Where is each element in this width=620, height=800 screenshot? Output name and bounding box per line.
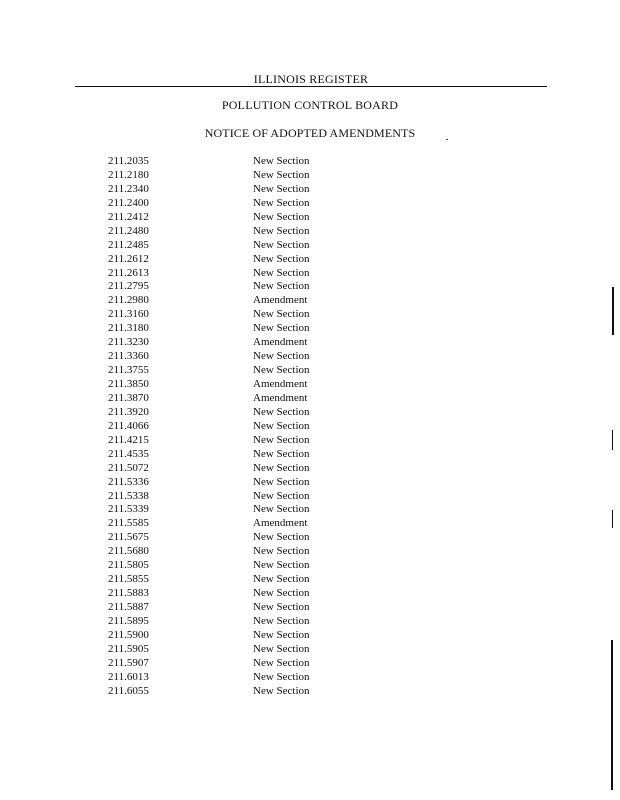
section-row bbox=[108, 322, 368, 336]
section-action: New Section bbox=[253, 601, 310, 613]
section-number: 211.2340 bbox=[108, 182, 149, 195]
section-number: 211.5339 bbox=[108, 503, 149, 516]
section-row bbox=[108, 657, 368, 671]
section-row bbox=[108, 448, 368, 462]
section-row bbox=[108, 503, 368, 517]
section-action: New Section bbox=[253, 489, 310, 502]
section-action: Amendment bbox=[253, 378, 308, 390]
section-number: 211.3755 bbox=[108, 364, 149, 377]
section-number: 211.6013 bbox=[108, 670, 149, 683]
section-row bbox=[108, 587, 368, 601]
section-action: New Section bbox=[253, 364, 310, 377]
section-number: 211.2035 bbox=[108, 155, 149, 167]
section-number: 211.5680 bbox=[108, 545, 149, 558]
section-number: 211.5585 bbox=[108, 517, 149, 530]
section-number: 211.3180 bbox=[108, 322, 149, 335]
section-number: 211.5336 bbox=[108, 475, 149, 488]
section-action: New Section bbox=[253, 155, 310, 167]
section-number: 211.5900 bbox=[108, 628, 149, 641]
section-number: 211.2980 bbox=[108, 294, 149, 307]
section-number: 211.5805 bbox=[108, 559, 149, 572]
section-action: New Section bbox=[253, 545, 310, 558]
section-number: 211.6055 bbox=[108, 684, 149, 697]
section-row bbox=[108, 531, 368, 545]
section-number: 211.2795 bbox=[108, 280, 149, 293]
section-number: 211.5905 bbox=[108, 642, 149, 655]
section-row bbox=[108, 378, 368, 392]
section-number: 211.3360 bbox=[108, 350, 149, 363]
section-row bbox=[108, 392, 368, 406]
section-number: 211.3230 bbox=[108, 336, 149, 349]
section-row bbox=[108, 434, 368, 448]
section-action: New Section bbox=[253, 210, 310, 223]
section-action: New Section bbox=[253, 419, 310, 432]
section-action: New Section bbox=[253, 405, 310, 418]
sections-list bbox=[108, 155, 368, 699]
section-row bbox=[108, 643, 368, 657]
section-number: 211.2180 bbox=[108, 168, 149, 181]
section-row bbox=[108, 629, 368, 643]
section-action: Amendment bbox=[253, 517, 308, 530]
section-action: New Section bbox=[253, 684, 310, 697]
section-number: 211.3850 bbox=[108, 378, 149, 390]
header-rule bbox=[75, 86, 547, 87]
section-action: New Section bbox=[253, 168, 310, 181]
section-action: New Section bbox=[253, 670, 310, 683]
section-row bbox=[108, 253, 368, 267]
section-row bbox=[108, 420, 368, 434]
margin-bar bbox=[612, 510, 613, 528]
section-row bbox=[108, 601, 368, 615]
section-action: New Section bbox=[253, 475, 310, 488]
section-action: New Section bbox=[253, 447, 310, 460]
section-row bbox=[108, 671, 368, 685]
section-action: New Section bbox=[253, 531, 310, 544]
section-number: 211.2485 bbox=[108, 238, 149, 251]
scan-artifact bbox=[446, 139, 448, 140]
section-action: New Section bbox=[253, 573, 310, 586]
section-action: New Section bbox=[253, 238, 310, 251]
register-title: ILLINOIS REGISTER bbox=[253, 72, 369, 86]
section-number: 211.5895 bbox=[108, 614, 149, 627]
section-action: New Section bbox=[253, 559, 310, 572]
section-number: 211.2412 bbox=[108, 210, 149, 223]
section-action: New Section bbox=[253, 350, 310, 363]
section-number: 211.3870 bbox=[108, 391, 149, 404]
section-row bbox=[108, 225, 368, 239]
margin-bar bbox=[612, 430, 613, 450]
section-number: 211.5883 bbox=[108, 587, 149, 600]
section-row bbox=[108, 197, 368, 211]
margin-bar bbox=[611, 640, 613, 790]
section-row bbox=[108, 559, 368, 573]
section-action: New Section bbox=[253, 280, 310, 293]
section-number: 211.2612 bbox=[108, 252, 149, 265]
section-action: New Section bbox=[253, 461, 310, 474]
section-number: 211.3920 bbox=[108, 405, 149, 418]
section-row bbox=[108, 685, 368, 699]
section-row bbox=[108, 517, 368, 531]
section-number: 211.3160 bbox=[108, 308, 149, 321]
section-number: 211.5887 bbox=[108, 601, 149, 613]
section-action: New Section bbox=[253, 642, 310, 655]
section-row bbox=[108, 211, 368, 225]
section-action: New Section bbox=[253, 266, 310, 279]
section-row bbox=[108, 294, 368, 308]
section-row bbox=[108, 406, 368, 420]
section-action: New Section bbox=[253, 182, 310, 195]
notice-title: NOTICE OF ADOPTED AMENDMENTS bbox=[204, 126, 416, 140]
section-action: New Section bbox=[253, 308, 310, 321]
section-number: 211.2400 bbox=[108, 196, 149, 209]
margin-bar bbox=[612, 287, 614, 335]
section-row bbox=[108, 573, 368, 587]
section-action: New Section bbox=[253, 196, 310, 209]
section-row bbox=[108, 615, 368, 629]
section-row bbox=[108, 183, 368, 197]
section-action: New Section bbox=[253, 433, 310, 446]
section-number: 211.5907 bbox=[108, 656, 149, 669]
section-action: New Section bbox=[253, 587, 310, 600]
section-action: Amendment bbox=[253, 294, 308, 307]
section-number: 211.5072 bbox=[108, 461, 149, 474]
section-row bbox=[108, 364, 368, 378]
section-row bbox=[108, 476, 368, 490]
section-action: New Section bbox=[253, 614, 310, 627]
section-row bbox=[108, 308, 368, 322]
section-row bbox=[108, 155, 368, 169]
section-number: 211.2480 bbox=[108, 224, 149, 237]
section-number: 211.5675 bbox=[108, 531, 149, 544]
section-row bbox=[108, 169, 368, 183]
section-number: 211.5338 bbox=[108, 489, 149, 502]
section-row bbox=[108, 239, 368, 253]
section-action: Amendment bbox=[253, 336, 308, 349]
section-row bbox=[108, 545, 368, 559]
section-action: New Section bbox=[253, 224, 310, 237]
section-row bbox=[108, 336, 368, 350]
section-number: 211.4535 bbox=[108, 447, 149, 460]
section-row bbox=[108, 350, 368, 364]
section-action: New Section bbox=[253, 628, 310, 641]
section-action: Amendment bbox=[253, 391, 308, 404]
register-header bbox=[75, 70, 547, 88]
section-number: 211.4066 bbox=[108, 419, 149, 432]
section-action: New Section bbox=[253, 252, 310, 265]
section-row bbox=[108, 280, 368, 294]
section-action: New Section bbox=[253, 322, 310, 335]
section-row bbox=[108, 462, 368, 476]
section-row bbox=[108, 490, 368, 504]
section-number: 211.2613 bbox=[108, 266, 149, 279]
section-number: 211.4215 bbox=[108, 433, 149, 446]
section-action: New Section bbox=[253, 503, 310, 516]
section-number: 211.5855 bbox=[108, 573, 149, 586]
section-action: New Section bbox=[253, 656, 310, 669]
board-name: POLLUTION CONTROL BOARD bbox=[221, 98, 399, 112]
section-row bbox=[108, 267, 368, 281]
